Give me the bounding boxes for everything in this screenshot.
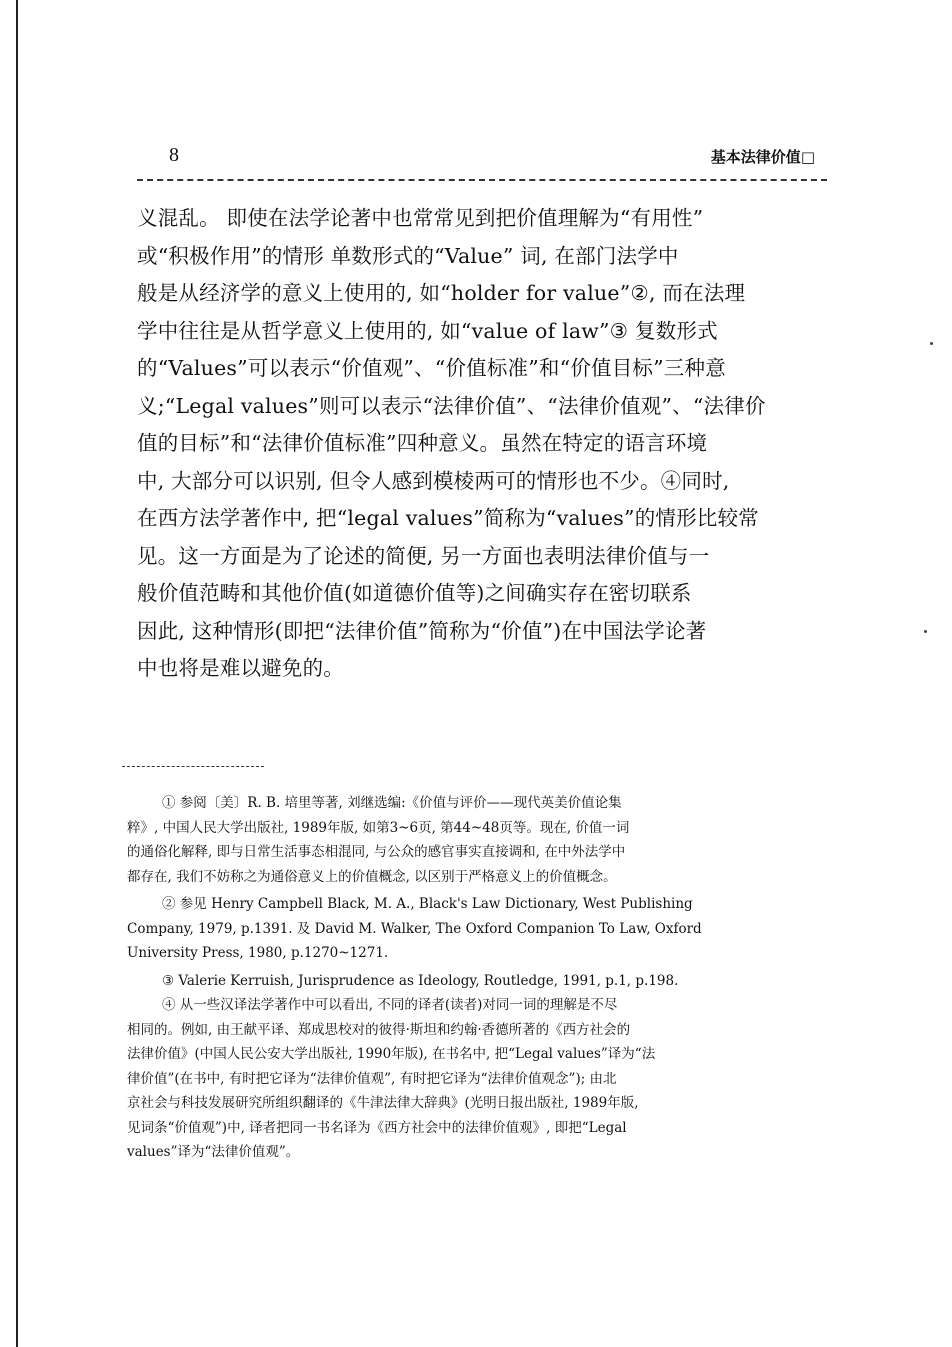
page-number: 8 <box>169 144 179 166</box>
running-title <box>711 146 815 167</box>
footnote-line: ③ Valerie Kerruish, Jurisprudence as Ideology, Routledge, 1991, p.1, p.198. <box>162 972 679 989</box>
footnote-3 <box>127 969 827 994</box>
footnote-line: 粹》, 中国人民大学出版社, 1989年版, 如第3~6页, 第44~48页等。现在, 价值一词 <box>127 819 630 836</box>
body-line: 值的目标”和“法律价值标准”四种意义。虽然在特定的语言环境 <box>137 431 708 455</box>
footnote-line: 的通俗化解释, 即与日常生活事态相混同, 与公众的感官事实直接调和, 在中外法学中 <box>127 844 626 860</box>
body-line: 中也将是难以避免的。 <box>137 656 344 680</box>
body-line: 因此, 这种情形(即把“法律价值”简称为“价值”)在中国法学论著 <box>137 618 707 643</box>
footnote-line: 相同的。例如, 由王献平译、郑成思校对的彼得·斯坦和约翰·香德所著的《西方社会的 <box>127 1021 631 1038</box>
footnote-line: ④ 从一些汉译法学著作中可以看出, 不同的译者(读者)对同一词的理解是不尽 <box>162 997 618 1013</box>
body-line: 义;“Legal values”则可以表示“法律价值”、“法律价值观”、“法律价 <box>137 393 766 418</box>
page-binding-edge <box>16 0 18 1347</box>
footnote-line: 都存在, 我们不妨称之为通俗意义上的价值概念, 以区别于严格意义上的价值概念。 <box>127 868 617 885</box>
body-line: 中, 大部分可以识别, 但令人感到模棱两可的情形也不少。④同时, <box>137 468 730 493</box>
body-line: 义混乱。 即使在法学论著中也常常见到把价值理解为“有用性” <box>137 206 704 230</box>
body-text <box>137 200 827 688</box>
header-rule <box>137 179 827 181</box>
footnote-line: values”译为“法律价值观”。 <box>127 1144 300 1160</box>
body-line: 或“积极作用”的情形 单数形式的“Value” 词, 在部门法学中 <box>137 243 679 268</box>
footnote-separator <box>122 766 264 767</box>
footnote-line: University Press, 1980, p.1270~1271. <box>127 945 389 961</box>
footnote-line: 律价值”(在书中, 有时把它译为“法律价值观”, 有时把它译为“法律价值观念”); 由北 <box>127 1070 617 1087</box>
footnote-2 <box>127 892 827 966</box>
page-header <box>137 144 827 174</box>
scan-speck <box>924 630 927 633</box>
footnote-1 <box>127 791 827 889</box>
body-line: 在西方法学著作中, 把“legal values”简称为“values”的情形比较常 <box>137 506 759 530</box>
scan-speck <box>930 342 933 345</box>
body-line: 学中往往是从哲学意义上使用的, 如“value of law”③ 复数形式 <box>137 318 718 343</box>
running-title-mark: □ <box>800 148 815 166</box>
body-line: 的“Values”可以表示“价值观”、“价值标准”和“价值目标”三种意 <box>137 356 726 380</box>
footnote-line: 法律价值》(中国人民公安大学出版社, 1990年版), 在书名中, 把“Legal values”译为“法 <box>127 1046 656 1062</box>
footnote-4 <box>127 993 827 1165</box>
footnotes <box>127 791 827 1165</box>
body-line: 般是从经济学的意义上使用的, 如“holder for value”②, 而在法理 <box>137 281 746 305</box>
body-line: 般价值范畴和其他价值(如道德价值等)之间确实存在密切联系 <box>137 581 692 605</box>
footnote-line: ② 参见 Henry Campbell Black, M. A., Black's Law Dictionary, West Publishing <box>162 896 693 912</box>
footnote-line: Company, 1979, p.1391. 及 David M. Walker, The Oxford Companion To Law, Oxford <box>127 920 702 937</box>
running-title-text: 基本法律价值 <box>710 148 801 166</box>
footnote-line: 京社会与科技发展研究所组织翻译的《牛津法律大辞典》(光明日报出版社, 1989年版, <box>127 1095 639 1111</box>
footnote-line: 见词条“价值观”)中, 译者把同一书名译为《西方社会中的法律价值观》, 即把“Legal <box>127 1119 627 1136</box>
footnote-line: ① 参阅〔美〕R. B. 培里等著, 刘继选编:《价值与评价——现代英美价值论集 <box>162 795 622 811</box>
body-line: 见。这一方面是为了论述的简便, 另一方面也表明法律价值与一 <box>137 543 710 568</box>
